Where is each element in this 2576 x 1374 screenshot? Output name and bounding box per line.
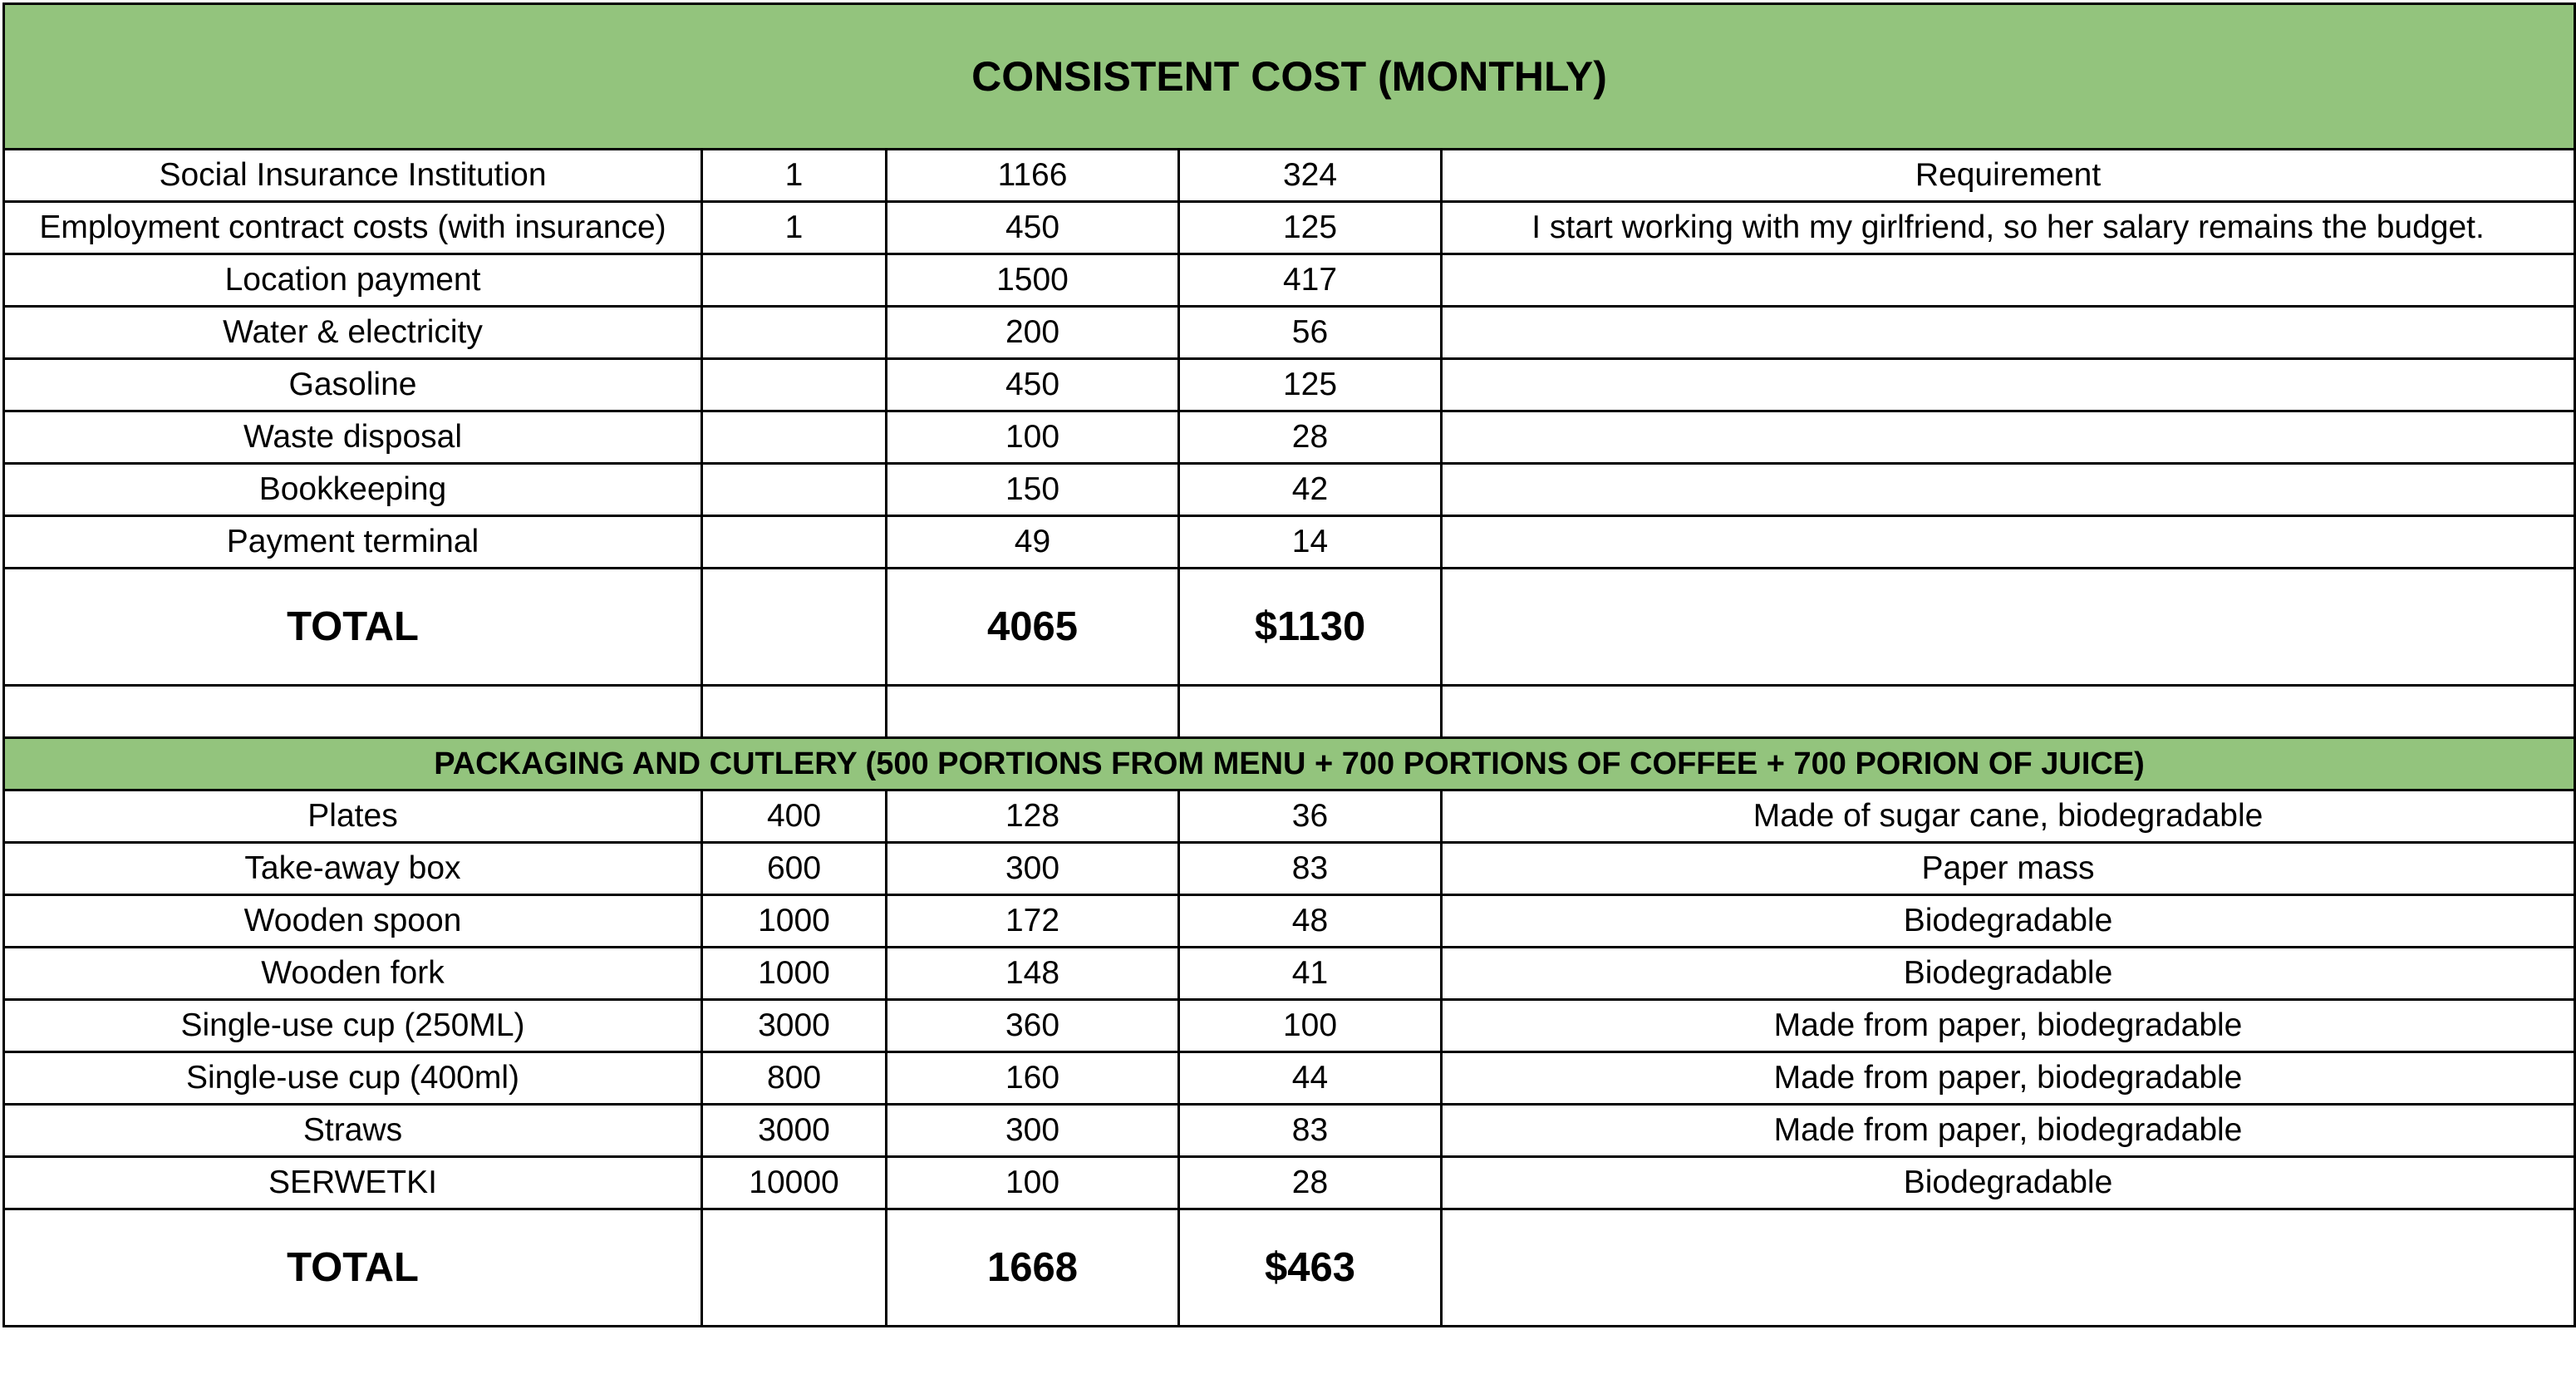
- note-cell[interactable]: I start working with my girlfriend, so her salary remains the budget.: [1442, 202, 2575, 254]
- usd-cell[interactable]: 48: [1179, 895, 1442, 948]
- usd-cell[interactable]: 14: [1179, 516, 1442, 569]
- note-cell[interactable]: Biodegradable: [1442, 1157, 2575, 1209]
- usd-cell[interactable]: 56: [1179, 307, 1442, 359]
- quantity-cell[interactable]: 800: [702, 1052, 887, 1105]
- note-cell[interactable]: [1442, 516, 2575, 569]
- note-cell[interactable]: Made of sugar cane, biodegradable: [1442, 790, 2575, 843]
- note-cell[interactable]: Biodegradable: [1442, 895, 2575, 948]
- cost-cell[interactable]: 148: [887, 948, 1179, 1000]
- quantity-cell[interactable]: [702, 516, 887, 569]
- item-cell[interactable]: Payment terminal: [4, 516, 702, 569]
- fixed-costs-row: [4, 307, 2575, 359]
- cost-cell[interactable]: 450: [887, 359, 1179, 411]
- total-note-cell[interactable]: [1442, 1209, 2575, 1327]
- note-cell[interactable]: Paper mass: [1442, 843, 2575, 895]
- fixed-costs-row: [4, 150, 2575, 202]
- packaging-row: [4, 1000, 2575, 1052]
- cost-cell[interactable]: 100: [887, 411, 1179, 464]
- usd-cell[interactable]: 324: [1179, 150, 1442, 202]
- item-cell[interactable]: Gasoline: [4, 359, 702, 411]
- sheet-body: [4, 4, 2575, 1327]
- usd-cell[interactable]: 83: [1179, 843, 1442, 895]
- cost-cell[interactable]: 160: [887, 1052, 1179, 1105]
- usd-cell[interactable]: 100: [1179, 1000, 1442, 1052]
- quantity-cell[interactable]: 400: [702, 790, 887, 843]
- quantity-cell[interactable]: 600: [702, 843, 887, 895]
- usd-cell[interactable]: 42: [1179, 464, 1442, 516]
- fixed-costs-total-row: [4, 569, 2575, 686]
- note-cell[interactable]: Biodegradable: [1442, 948, 2575, 1000]
- item-cell[interactable]: Social Insurance Institution: [4, 150, 702, 202]
- empty-cell[interactable]: [4, 686, 702, 738]
- cost-cell[interactable]: 360: [887, 1000, 1179, 1052]
- usd-cell[interactable]: 417: [1179, 254, 1442, 307]
- cost-cell[interactable]: 100: [887, 1157, 1179, 1209]
- item-cell[interactable]: Single-use cup (250ML): [4, 1000, 702, 1052]
- total-quantity-cell[interactable]: [702, 569, 887, 686]
- note-cell[interactable]: [1442, 254, 2575, 307]
- quantity-cell[interactable]: 1000: [702, 895, 887, 948]
- cost-cell[interactable]: 1500: [887, 254, 1179, 307]
- item-cell[interactable]: Location payment: [4, 254, 702, 307]
- usd-cell[interactable]: 28: [1179, 1157, 1442, 1209]
- usd-cell[interactable]: 28: [1179, 411, 1442, 464]
- note-cell[interactable]: Requirement: [1442, 150, 2575, 202]
- item-cell[interactable]: Bookkeeping: [4, 464, 702, 516]
- packaging-row: [4, 1105, 2575, 1157]
- cost-cell[interactable]: 200: [887, 307, 1179, 359]
- blank-row: [4, 686, 2575, 738]
- usd-cell[interactable]: 83: [1179, 1105, 1442, 1157]
- total-label-cell[interactable]: TOTAL: [4, 569, 702, 686]
- note-cell[interactable]: [1442, 359, 2575, 411]
- usd-cell[interactable]: 125: [1179, 202, 1442, 254]
- cost-cell[interactable]: 450: [887, 202, 1179, 254]
- fixed-costs-row: [4, 411, 2575, 464]
- item-cell[interactable]: Employment contract costs (with insurance): [4, 202, 702, 254]
- quantity-cell[interactable]: [702, 464, 887, 516]
- cost-cell[interactable]: 150: [887, 464, 1179, 516]
- quantity-cell[interactable]: 3000: [702, 1105, 887, 1157]
- item-cell[interactable]: Straws: [4, 1105, 702, 1157]
- quantity-cell[interactable]: 3000: [702, 1000, 887, 1052]
- empty-cell[interactable]: [1179, 686, 1442, 738]
- quantity-cell[interactable]: 1: [702, 150, 887, 202]
- note-cell[interactable]: [1442, 307, 2575, 359]
- empty-cell[interactable]: [887, 686, 1179, 738]
- item-cell[interactable]: Wooden spoon: [4, 895, 702, 948]
- fixed-costs-title: CONSISTENT COST (MONTHLY): [4, 4, 2575, 150]
- item-cell[interactable]: Take-away box: [4, 843, 702, 895]
- item-cell[interactable]: Waste disposal: [4, 411, 702, 464]
- item-cell[interactable]: Wooden fork: [4, 948, 702, 1000]
- total-note-cell[interactable]: [1442, 569, 2575, 686]
- quantity-cell[interactable]: [702, 307, 887, 359]
- cost-cell[interactable]: 128: [887, 790, 1179, 843]
- quantity-cell[interactable]: 1000: [702, 948, 887, 1000]
- total-usd-cell[interactable]: $1130: [1179, 569, 1442, 686]
- usd-cell[interactable]: 41: [1179, 948, 1442, 1000]
- fixed-costs-header-row: [4, 4, 2575, 150]
- packaging-row: [4, 1052, 2575, 1105]
- empty-cell[interactable]: [702, 686, 887, 738]
- packaging-row: [4, 948, 2575, 1000]
- packaging-row: [4, 1157, 2575, 1209]
- item-cell[interactable]: Water & electricity: [4, 307, 702, 359]
- quantity-cell[interactable]: [702, 359, 887, 411]
- total-label-cell[interactable]: TOTAL: [4, 1209, 702, 1327]
- fixed-costs-row: [4, 359, 2575, 411]
- usd-cell[interactable]: 44: [1179, 1052, 1442, 1105]
- fixed-costs-row: [4, 254, 2575, 307]
- cost-spreadsheet: [2, 2, 2576, 1327]
- note-cell[interactable]: Made from paper, biodegradable: [1442, 1105, 2575, 1157]
- packaging-row: [4, 790, 2575, 843]
- packaging-title[interactable]: PACKAGING AND CUTLERY (500 PORTIONS FROM MENU + 700 PORTIONS OF COFFEE + 700 PORION OF JUICE): [4, 738, 2575, 790]
- note-cell[interactable]: Made from paper, biodegradable: [1442, 1052, 2575, 1105]
- usd-cell[interactable]: 36: [1179, 790, 1442, 843]
- note-cell[interactable]: [1442, 464, 2575, 516]
- packaging-row: [4, 895, 2575, 948]
- fixed-costs-row: [4, 202, 2575, 254]
- cost-cell[interactable]: 300: [887, 843, 1179, 895]
- packaging-total-row: [4, 1209, 2575, 1327]
- quantity-cell[interactable]: [702, 254, 887, 307]
- cost-cell[interactable]: 300: [887, 1105, 1179, 1157]
- packaging-header-row: [4, 738, 2575, 790]
- quantity-cell[interactable]: [702, 411, 887, 464]
- total-cost-cell[interactable]: 1668: [887, 1209, 1179, 1327]
- total-quantity-cell[interactable]: [702, 1209, 887, 1327]
- packaging-row: [4, 843, 2575, 895]
- cost-cell[interactable]: 172: [887, 895, 1179, 948]
- empty-cell[interactable]: [1442, 686, 2575, 738]
- quantity-cell[interactable]: 1: [702, 202, 887, 254]
- quantity-cell[interactable]: 10000: [702, 1157, 887, 1209]
- fixed-costs-row: [4, 516, 2575, 569]
- total-usd-cell[interactable]: $463: [1179, 1209, 1442, 1327]
- item-cell[interactable]: Single-use cup (400ml): [4, 1052, 702, 1105]
- note-cell[interactable]: [1442, 411, 2575, 464]
- note-cell[interactable]: Made from paper, biodegradable: [1442, 1000, 2575, 1052]
- cost-cell[interactable]: 49: [887, 516, 1179, 569]
- fixed-costs-row: [4, 464, 2575, 516]
- cost-cell[interactable]: 1166: [887, 150, 1179, 202]
- item-cell[interactable]: SERWETKI: [4, 1157, 702, 1209]
- total-cost-cell[interactable]: 4065: [887, 569, 1179, 686]
- item-cell[interactable]: Plates: [4, 790, 702, 843]
- usd-cell[interactable]: 125: [1179, 359, 1442, 411]
